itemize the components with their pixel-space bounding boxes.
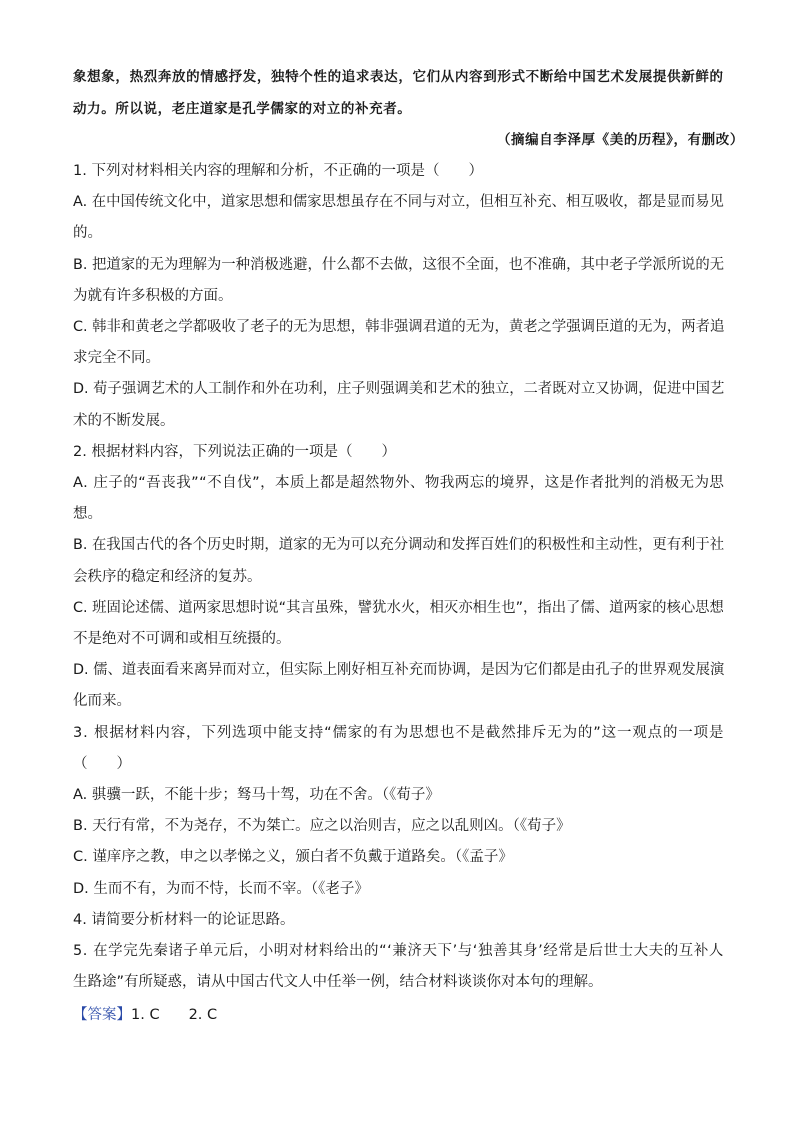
question-1-option-A: A. 在中国传统文化中，道家思想和儒家思想虽存在不同与对立，但相互补充、相互吸收，都是显而易见: [73, 194, 724, 211]
question-3-stem: （ ）: [73, 755, 131, 772]
passage-line: 动力。所以说，老庄道家是孔学儒家的对立的补充者。: [73, 101, 412, 117]
answer-line: [73, 1005, 217, 1025]
passage-line: 象想象，热烈奔放的情感抒发，独特个性的追求表达，它们从内容到形式不断给中国艺术发展提供新鲜的: [73, 69, 724, 85]
question-1-option-C: 求完全不同。: [73, 350, 160, 367]
question-2-option-A: A. 庄子的“吾丧我”“不自伐”，本质上都是超然物外、物我两忘的境界，这是作者批判的消极无为思: [73, 475, 725, 491]
question-1-option-C: C. 韩非和黄老之学都吸收了老子的无为思想，韩非强调君道的无为，黄老之学强调臣道的无为，两者追: [73, 319, 725, 335]
question-1-stem: 1. 下列对材料相关内容的理解和分析，不正确的一项是（ ）: [73, 163, 483, 179]
question-3-option-B: B. 天行有常，不为尧存，不为桀亡。应之以治则吉，应之以乱则凶。（《荀子》: [73, 818, 571, 835]
question-1-option-D: D. 荀子强调艺术的人工制作和外在功利，庄子则强调美和艺术的独立，二者既对立又协调，促进中国艺: [73, 381, 725, 398]
answer-items: 1. C 2. C: [131, 1007, 218, 1024]
question-3-stem: 3. 根据材料内容，下列选项中能支持“儒家的有为思想也不是截然排斥无为的”这一观点的一项是: [73, 724, 725, 741]
question-2-option-A: 想。: [73, 506, 102, 523]
question-2-option-C: C. 班固论述儒、道两家思想时说“其言虽殊，譬犹水火，相灭亦相生也”，指出了儒、道两家的核心思想: [73, 599, 724, 616]
question-2-option-B: B. 在我国古代的各个历史时期，道家的无为可以充分调动和发挥百姓们的积极性和主动性，更有利于社: [73, 537, 725, 554]
question-1-option-D: 术的不断发展。: [73, 412, 175, 429]
question-1-option-B: B. 把道家的无为理解为一种消极逃避，什么都不去做，这很不全面，也不准确，其中老子学派所说的无: [73, 256, 725, 273]
question-1-option-A: 的。: [73, 225, 102, 242]
question-5-stem: 生路途”有所疑惑，请从中国古代文人中任举一例，结合材料谈谈你对本句的理解。: [73, 974, 603, 991]
question-3-option-D: D. 生而不有，为而不恃，长而不宰。（《老子》: [73, 880, 369, 897]
question-4-stem: 4. 请简要分析材料一的论证思路。: [73, 911, 295, 928]
question-2-option-B: 会秩序的稳定和经济的复苏。: [73, 568, 262, 585]
answer-label: 【答案】: [73, 1007, 131, 1024]
question-3-option-A: A. 骐骥一跃，不能十步；驽马十驾，功在不舍。（《荀子》: [73, 787, 440, 803]
question-5-stem: 5. 在学完先秦诸子单元后，小明对材料给出的“‘兼济天下’与‘独善其身’经常是后世士大夫的互补人: [73, 943, 724, 959]
question-2-option-D: D. 儒、道表面看来离异而对立，但实际上刚好相互补充而协调，是因为它们都是由孔子的世界观发展演: [73, 662, 725, 679]
question-1-option-B: 为就有许多积极的方面。: [73, 287, 233, 304]
question-2-option-C: 不是绝对不可调和或相互统摄的。: [73, 631, 291, 647]
passage-source: （摘编自李泽厚《美的历程》，有删改）: [496, 132, 744, 148]
question-3-option-C: C. 谨庠序之教，申之以孝悌之义，颁白者不负戴于道路矣。（《孟子》: [73, 849, 513, 866]
question-2-stem: 2. 根据材料内容，下列说法正确的一项是（ ）: [73, 443, 396, 460]
question-2-option-D: 化而来。: [73, 693, 131, 710]
